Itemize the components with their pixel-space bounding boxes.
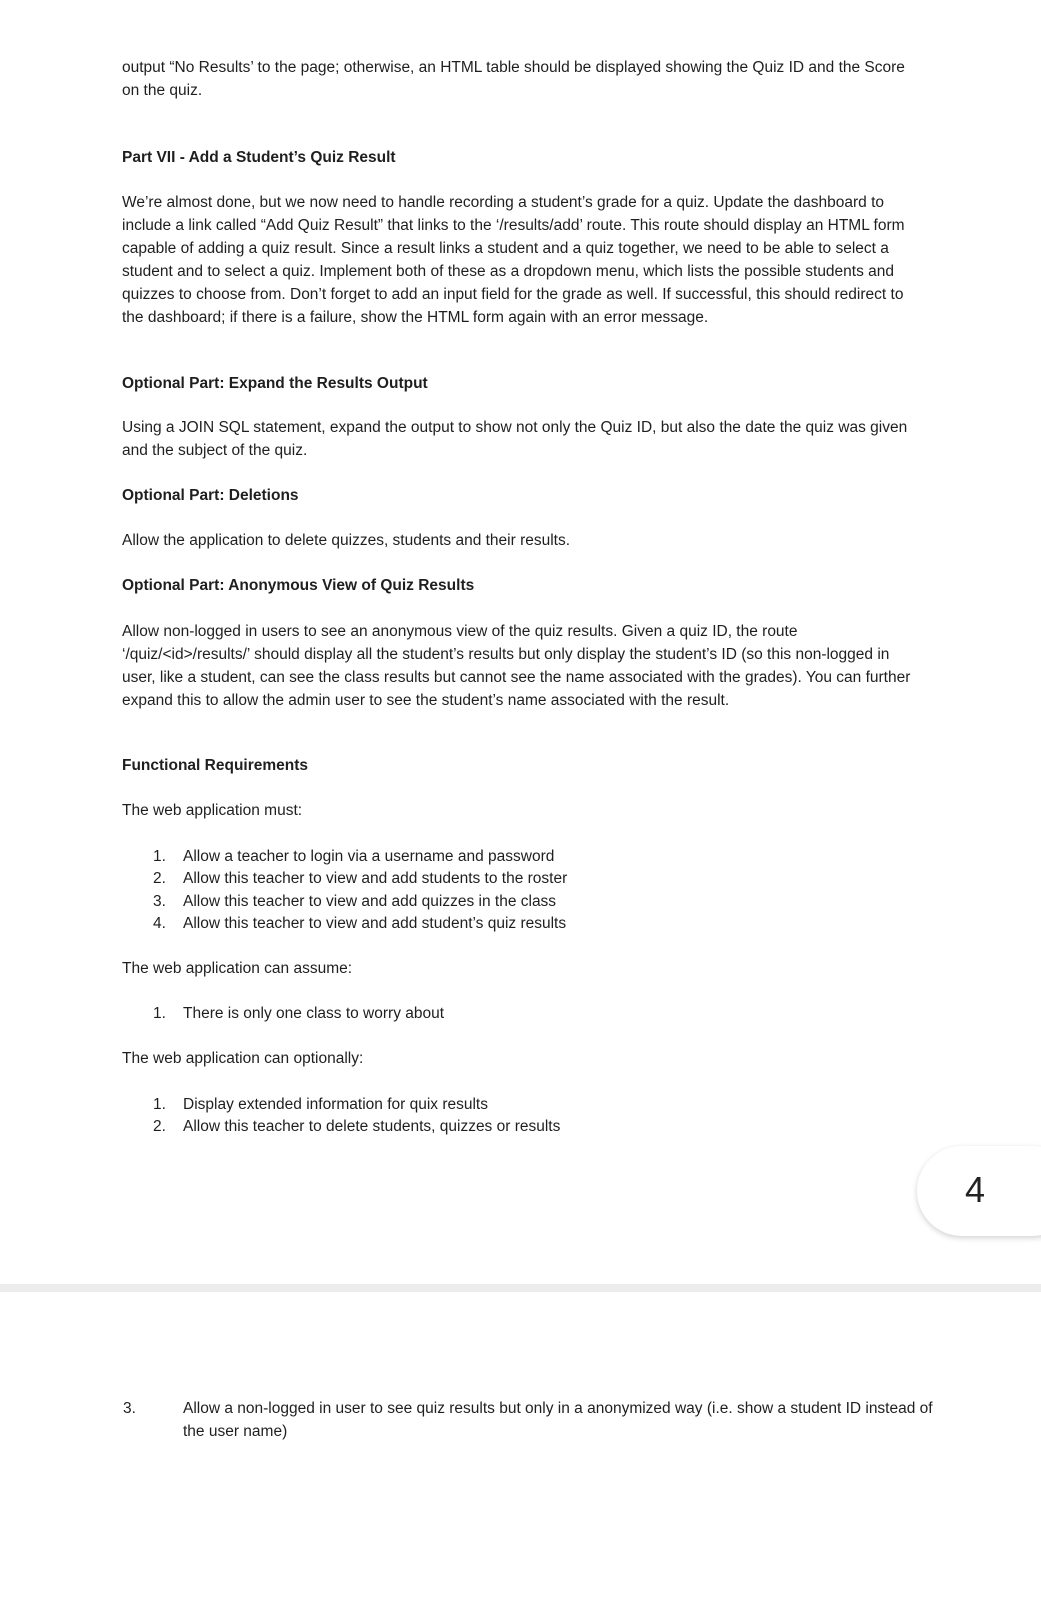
list-item <box>153 912 923 935</box>
list-number: 4. <box>153 915 166 932</box>
list-number: 3. <box>123 1400 136 1417</box>
opt-anon-heading: Optional Part: Anonymous View of Quiz Results <box>122 577 475 594</box>
list-item <box>153 845 923 868</box>
opt-delete-heading: Optional Part: Deletions <box>122 487 299 504</box>
part7-heading: Part VII - Add a Student’s Quiz Result <box>122 149 396 166</box>
assume-intro: The web application can assume: <box>122 960 353 977</box>
list-text: Display extended information for quix results <box>183 1096 488 1113</box>
list-item <box>153 1115 923 1138</box>
list-item <box>123 1397 953 1443</box>
list-text: Allow this teacher to view and add student’s quiz results <box>183 915 567 932</box>
list-text: Allow a teacher to login via a username and password <box>183 848 555 865</box>
must-intro: The web application must: <box>122 802 303 819</box>
list-text: Allow this teacher to view and add students to the roster <box>183 870 568 887</box>
list-item <box>153 1002 923 1025</box>
page-divider <box>0 1284 1041 1292</box>
opt-delete-body: Allow the application to delete quizzes, students and their results. <box>122 532 571 549</box>
list-number: 3. <box>153 893 166 910</box>
list-number: 2. <box>153 1118 166 1135</box>
list-number: 1. <box>153 1005 166 1022</box>
part7-body: We’re almost done, but we now need to handle recording a student’s grade for a quiz. Update the dashboard to include a link called “Add Quiz Result” that links to the ‘/results/add’ route. This route should display an HTML form capable of adding a quiz result. Since a result links a student and a quiz together, we need to be able to select a student and to select a quiz. Implement both of these as a dropdown menu, which lists the possible students and quizzes to choose from. Don’t forget to add an input field for the grade as well. If successful, this should redirect to the dashboard; if there is a failure, show the HTML form again with an error message. <box>122 194 905 326</box>
list-text: There is only one class to worry about <box>183 1005 445 1022</box>
list-number: 1. <box>153 1096 166 1113</box>
opt-anon-body: Allow non-logged in users to see an anonymous view of the quiz results. Given a quiz ID, the route ‘/quiz/<id>/results/’ should display all the student’s results but only display the student’s ID (so this non-logged in user, like a student, can see the class results but cannot see the name associated with the grades). You can further expand this to allow the admin user to see the student’s name associated with the result. <box>122 623 911 709</box>
top-paragraph: output “No Results’ to the page; otherwise, an HTML table should be displayed showing the Quiz ID and the Score on the quiz. <box>122 59 905 99</box>
list-item <box>153 867 923 890</box>
page-number: 4 <box>965 1169 986 1210</box>
list-item <box>153 890 923 913</box>
functional-heading: Functional Requirements <box>122 757 309 774</box>
list-text: Allow this teacher to view and add quizzes in the class <box>183 893 557 910</box>
list-text: Allow this teacher to delete students, quizzes or results <box>183 1118 561 1135</box>
optional-intro: The web application can optionally: <box>122 1050 364 1067</box>
list-item <box>153 1093 923 1116</box>
opt-expand-body: Using a JOIN SQL statement, expand the output to show not only the Quiz ID, but also the date the quiz was given and the subject of the quiz. <box>122 419 908 459</box>
list-number: 2. <box>153 870 166 887</box>
opt-expand-heading: Optional Part: Expand the Results Output <box>122 375 428 392</box>
list-text: Allow a non-logged in user to see quiz results but only in a anonymized way (i.e. show a student ID instead of the user name) <box>183 1400 933 1440</box>
page-number-badge <box>917 1146 1041 1236</box>
list-number: 1. <box>153 848 166 865</box>
